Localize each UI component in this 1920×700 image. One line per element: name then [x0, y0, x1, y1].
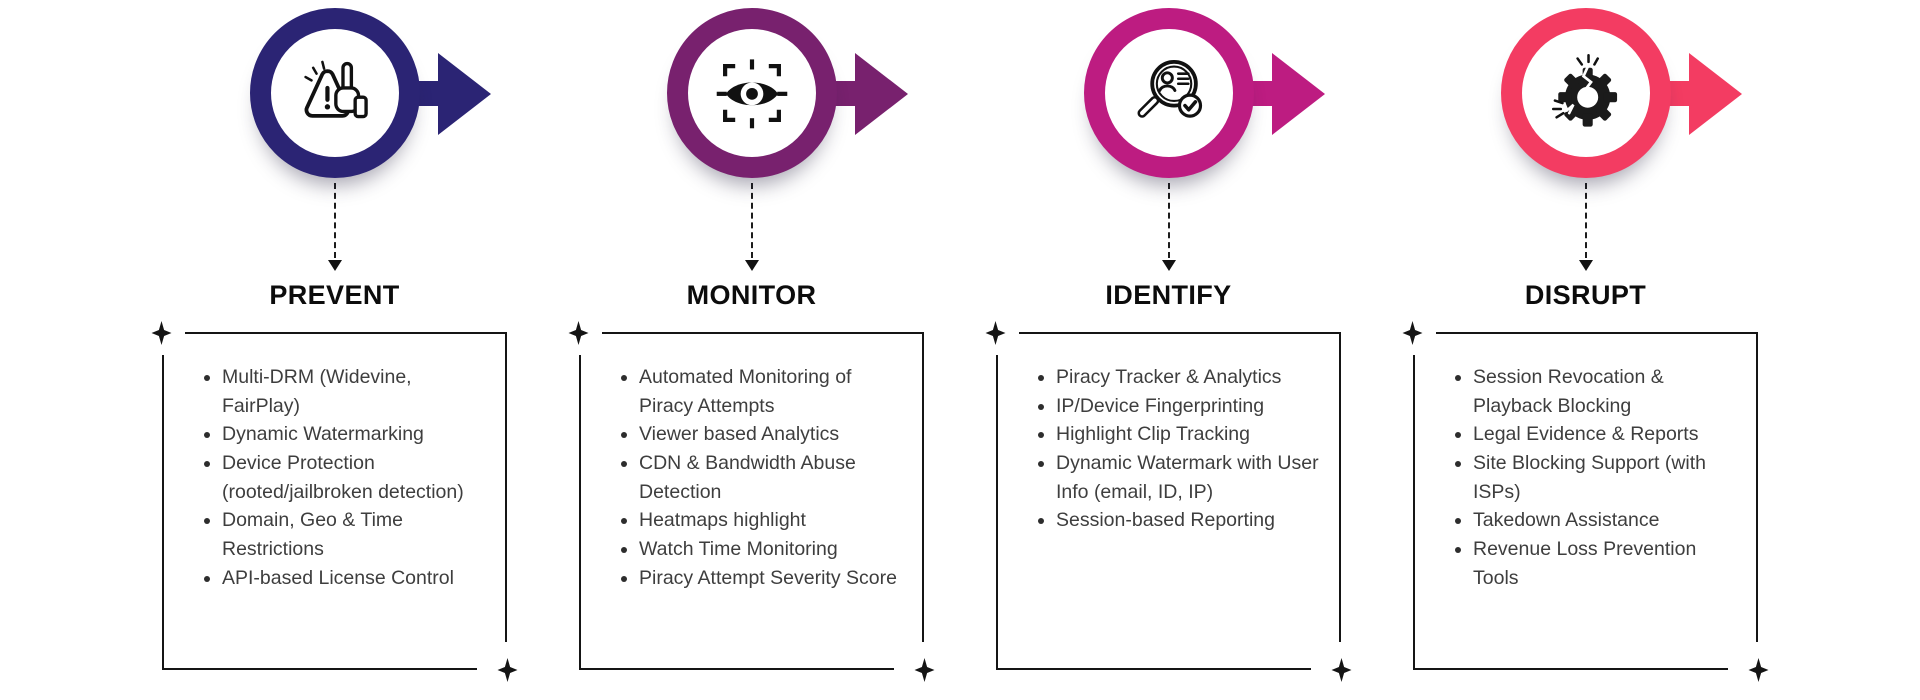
- dashed-connector: [328, 183, 342, 271]
- dashed-connector: [745, 183, 759, 271]
- list-item: • Domain, Geo & Time Restrictions: [222, 506, 493, 563]
- right-arrow-icon: [438, 53, 491, 135]
- list-item: • Session-based Reporting: [1056, 506, 1327, 535]
- step-column-monitor: [579, 8, 924, 700]
- list-item: • Legal Evidence & Reports: [1473, 420, 1744, 449]
- step-title: MONITOR: [686, 280, 817, 310]
- step-ring: [250, 8, 420, 178]
- list-item: • IP/Device Fingerprinting: [1056, 392, 1327, 421]
- dashed-connector: [1579, 183, 1593, 271]
- step-title: PREVENT: [269, 280, 400, 310]
- dashed-line: [334, 183, 336, 258]
- list-item: • Highlight Clip Tracking: [1056, 420, 1327, 449]
- step-feature-list-wrap: [579, 332, 924, 670]
- step-feature-list-wrap: [162, 332, 507, 670]
- step-medallion: [250, 8, 420, 178]
- step-ring: [667, 8, 837, 178]
- down-arrow-icon: [1579, 260, 1593, 271]
- right-arrow-icon: [855, 53, 908, 135]
- step-column-identify: [996, 8, 1341, 700]
- warning-hand-icon: [293, 51, 377, 135]
- list-item: • Dynamic Watermark with User Info (email, ID, IP): [1056, 449, 1327, 506]
- step-title: DISRUPT: [1524, 280, 1647, 310]
- step-column-prevent: [162, 8, 507, 700]
- warning-hand-icon: [293, 51, 377, 135]
- list-item: • Viewer based Analytics: [639, 420, 910, 449]
- step-detail-box: [1413, 332, 1758, 670]
- down-arrow-icon: [745, 260, 759, 271]
- right-arrow-icon: [1689, 53, 1742, 135]
- step-column-disrupt: [1413, 8, 1758, 700]
- broken-gear-icon: [1544, 51, 1628, 135]
- step-detail-box: [162, 332, 507, 670]
- step-ring: [1501, 8, 1671, 178]
- step-feature-list: [617, 363, 910, 592]
- list-item: • Automated Monitoring of Piracy Attempts: [639, 363, 910, 420]
- eye-focus-icon: [710, 51, 794, 135]
- down-arrow-icon: [1162, 260, 1176, 271]
- step-detail-box: [996, 332, 1341, 670]
- dashed-line: [751, 183, 753, 258]
- list-item: • Device Protection (rooted/jailbroken detection): [222, 449, 493, 506]
- magnifier-id-check-icon: [1127, 51, 1211, 135]
- list-item: • Multi-DRM (Widevine, FairPlay): [222, 363, 493, 420]
- step-medallion: [1084, 8, 1254, 178]
- step-feature-list: [1034, 363, 1327, 535]
- list-item: • Watch Time Monitoring: [639, 535, 910, 564]
- list-item: • API-based License Control: [222, 564, 493, 593]
- magnifier-id-check-icon: [1127, 51, 1211, 135]
- eye-focus-icon: [710, 51, 794, 135]
- dashed-line: [1585, 183, 1587, 258]
- broken-gear-icon: [1544, 51, 1628, 135]
- right-arrow-icon: [1272, 53, 1325, 135]
- step-feature-list-wrap: [1413, 332, 1758, 670]
- list-item: • CDN & Bandwidth Abuse Detection: [639, 449, 910, 506]
- step-medallion: [667, 8, 837, 178]
- list-item: • Revenue Loss Prevention Tools: [1473, 535, 1744, 592]
- down-arrow-icon: [328, 260, 342, 271]
- step-feature-list: [200, 363, 493, 592]
- step-feature-list-wrap: [996, 332, 1341, 670]
- step-detail-box: [579, 332, 924, 670]
- list-item: • Takedown Assistance: [1473, 506, 1744, 535]
- list-item: • Dynamic Watermarking: [222, 420, 493, 449]
- step-ring: [1084, 8, 1254, 178]
- list-item: • Heatmaps highlight: [639, 506, 910, 535]
- list-item: • Piracy Attempt Severity Score: [639, 564, 910, 593]
- list-item: • Piracy Tracker & Analytics: [1056, 363, 1327, 392]
- dashed-line: [1168, 183, 1170, 258]
- list-item: • Session Revocation & Playback Blocking: [1473, 363, 1744, 420]
- step-title: IDENTIFY: [1105, 280, 1232, 310]
- list-item: • Site Blocking Support (with ISPs): [1473, 449, 1744, 506]
- step-medallion: [1501, 8, 1671, 178]
- step-feature-list: [1451, 363, 1744, 592]
- dashed-connector: [1162, 183, 1176, 271]
